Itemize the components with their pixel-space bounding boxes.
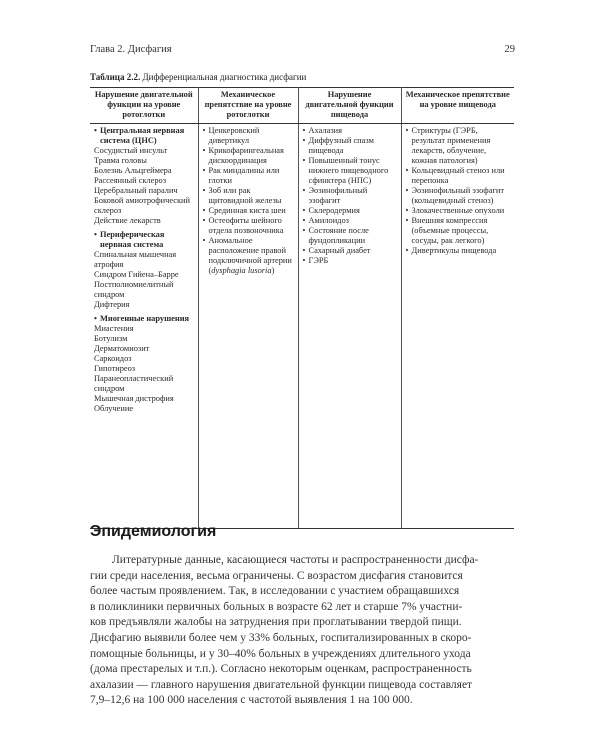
running-head — [90, 44, 515, 58]
table-header-cell: Нарушение двигательной функции на уровне ротоглотки — [90, 88, 198, 124]
list-item: Постполиомиелитный синдром — [94, 280, 174, 299]
list-item: Спинальная мышечная атрофия — [94, 250, 177, 269]
list-item: Ботулизм — [94, 334, 128, 343]
list-item: • Склеродермия — [303, 206, 398, 216]
list-item: • ГЭРБ — [303, 256, 398, 266]
paragraph-line: гии среди населения, весьма ограничены. С возрастом дисфагия становится — [90, 569, 463, 582]
list-item: • Эозинофильный эзофагит (кольцевидный стеноз) — [406, 186, 512, 206]
list-item: • Ахалазия — [303, 126, 398, 136]
paragraph-line: (дома престарелых и т.п.). Согласно некоторым оценкам, распространенность — [90, 663, 472, 676]
cns-group — [94, 126, 195, 226]
list-item: Болезнь Альцгеймера — [94, 166, 172, 175]
list-item-italic-term: dysphagia lusoria — [211, 266, 272, 275]
pns-group — [94, 230, 195, 310]
chapter-title: Глава 2. Дисфагия — [90, 44, 172, 55]
paragraph-line: помощные больницы, и у 30–40% больных в учреждениях длительного ухода — [90, 647, 471, 660]
list-item: Мышечная дистрофия — [94, 394, 174, 403]
column-esophageal-mechanical — [401, 124, 514, 529]
list-item: • Кольцевидный стеноз или перепонка — [406, 166, 512, 186]
column-esophageal-motor — [298, 124, 401, 529]
list-item: Действие лекарств — [94, 216, 161, 225]
list-item: Боковой амиотрофический склероз — [94, 196, 190, 215]
table-header-cell: Нарушение двигательной функции пищевода — [298, 88, 401, 124]
list-item: Облучение — [94, 404, 134, 413]
list-item: • Стриктуры (ГЭРБ, результат применения лекарств, облучение, кожная патология) — [406, 126, 512, 166]
paragraph-line: более частым проявлением. Так, в исследовании с участием обращавшихся — [90, 585, 460, 598]
list-item — [203, 236, 295, 276]
group-heading: • Периферическая нервная система — [94, 230, 195, 250]
column-oropharyngeal-mechanical — [198, 124, 298, 529]
list-item: Гипотиреоз — [94, 364, 136, 373]
list-item: • Злокачественные опухоли — [406, 206, 512, 216]
page-number: 29 — [504, 44, 515, 55]
list-item: • Ценкеровский дивертикул — [203, 126, 295, 146]
differential-diagnosis-table — [90, 87, 514, 529]
list-item: Миастения — [94, 324, 134, 333]
paragraph-line: ахалазии — главного нарушения двигательной функции пищевода составляет — [90, 678, 473, 691]
list-item: • Остеофиты шейного отдела позвоночника — [203, 216, 295, 236]
list-item: • Диффузный спазм пищевода — [303, 136, 398, 156]
group-heading: • Миогенные нарушения — [94, 314, 195, 324]
list-item: Церебральный паралич — [94, 186, 178, 195]
list-item: • Срединная киста шеи — [203, 206, 295, 216]
table-caption — [90, 72, 520, 82]
paragraph-line: Литературные данные, касающиеся частоты и распространенности дисфа- — [112, 554, 479, 566]
list-item-text-end: ) — [271, 266, 275, 275]
list-item: • Амилоидоз — [303, 216, 398, 226]
list-item: Паранеопластический синдром — [94, 374, 174, 393]
list-item: Дифтерия — [94, 300, 130, 309]
list-item-text: Аномальное расположение правой подключичной артерии ( — [208, 236, 292, 275]
list-item: Дерматомиозит — [94, 344, 150, 353]
table-caption-text: Дифференциальная диагностика дисфагии — [140, 72, 307, 82]
table-row — [90, 124, 514, 529]
table-header-cell: Механическое препятствие на уровне ротоглотки — [198, 88, 298, 124]
list-item: • Сахарный диабет — [303, 246, 398, 256]
list-item: • Эозинофильный эзофагит — [303, 186, 398, 206]
myogenic-group — [94, 314, 195, 414]
table-header-cell: Механическое препятствие на уровне пищевода — [401, 88, 514, 124]
table-caption-label: Таблица 2.2. — [90, 72, 141, 82]
list-item: • Крикофарингеальная дискоординация — [203, 146, 295, 166]
paragraph-line: в поликлиники первичных больных в возрасте 62 лет и старше 7% участни- — [90, 600, 463, 613]
list-item: • Состояние после фундопликации — [303, 226, 398, 246]
paragraph-line: Дисфагию выявили более чем у 33% больных, госпитализированных в скоро- — [90, 631, 472, 644]
section-heading: Эпидемиология — [90, 523, 217, 540]
table-header-row — [90, 88, 514, 124]
column-oropharyngeal-motor — [90, 124, 198, 529]
paragraph-line: ков предъявляли жалобы на затруднения при проглатывании твердой пищи. — [90, 616, 462, 629]
list-item: • Повышенный тонус нижнего пищеводного сфинктера (НПС) — [303, 156, 398, 186]
list-item: • Внешняя компрессия (объемные процессы, сосуды, рак легкого) — [406, 216, 512, 246]
body-paragraph — [90, 553, 514, 709]
list-item: • Дивертикулы пищевода — [406, 246, 512, 256]
list-item: • Зоб или рак щитовидной железы — [203, 186, 295, 206]
list-item: • Рак миндалины или глотки — [203, 166, 295, 186]
list-item: Саркоидоз — [94, 354, 132, 363]
list-item: Травма головы — [94, 156, 147, 165]
group-heading: • Центральная нервная система (ЦНС) — [94, 126, 195, 146]
list-item: Сосудистый инсульт — [94, 146, 168, 155]
list-item: Рассеянный склероз — [94, 176, 167, 185]
paragraph-line: 7,9–12,6 на 100 000 населения с частотой выявления 1 на 100 000. — [90, 694, 413, 707]
list-item: Синдром Гийена–Барре — [94, 270, 179, 279]
